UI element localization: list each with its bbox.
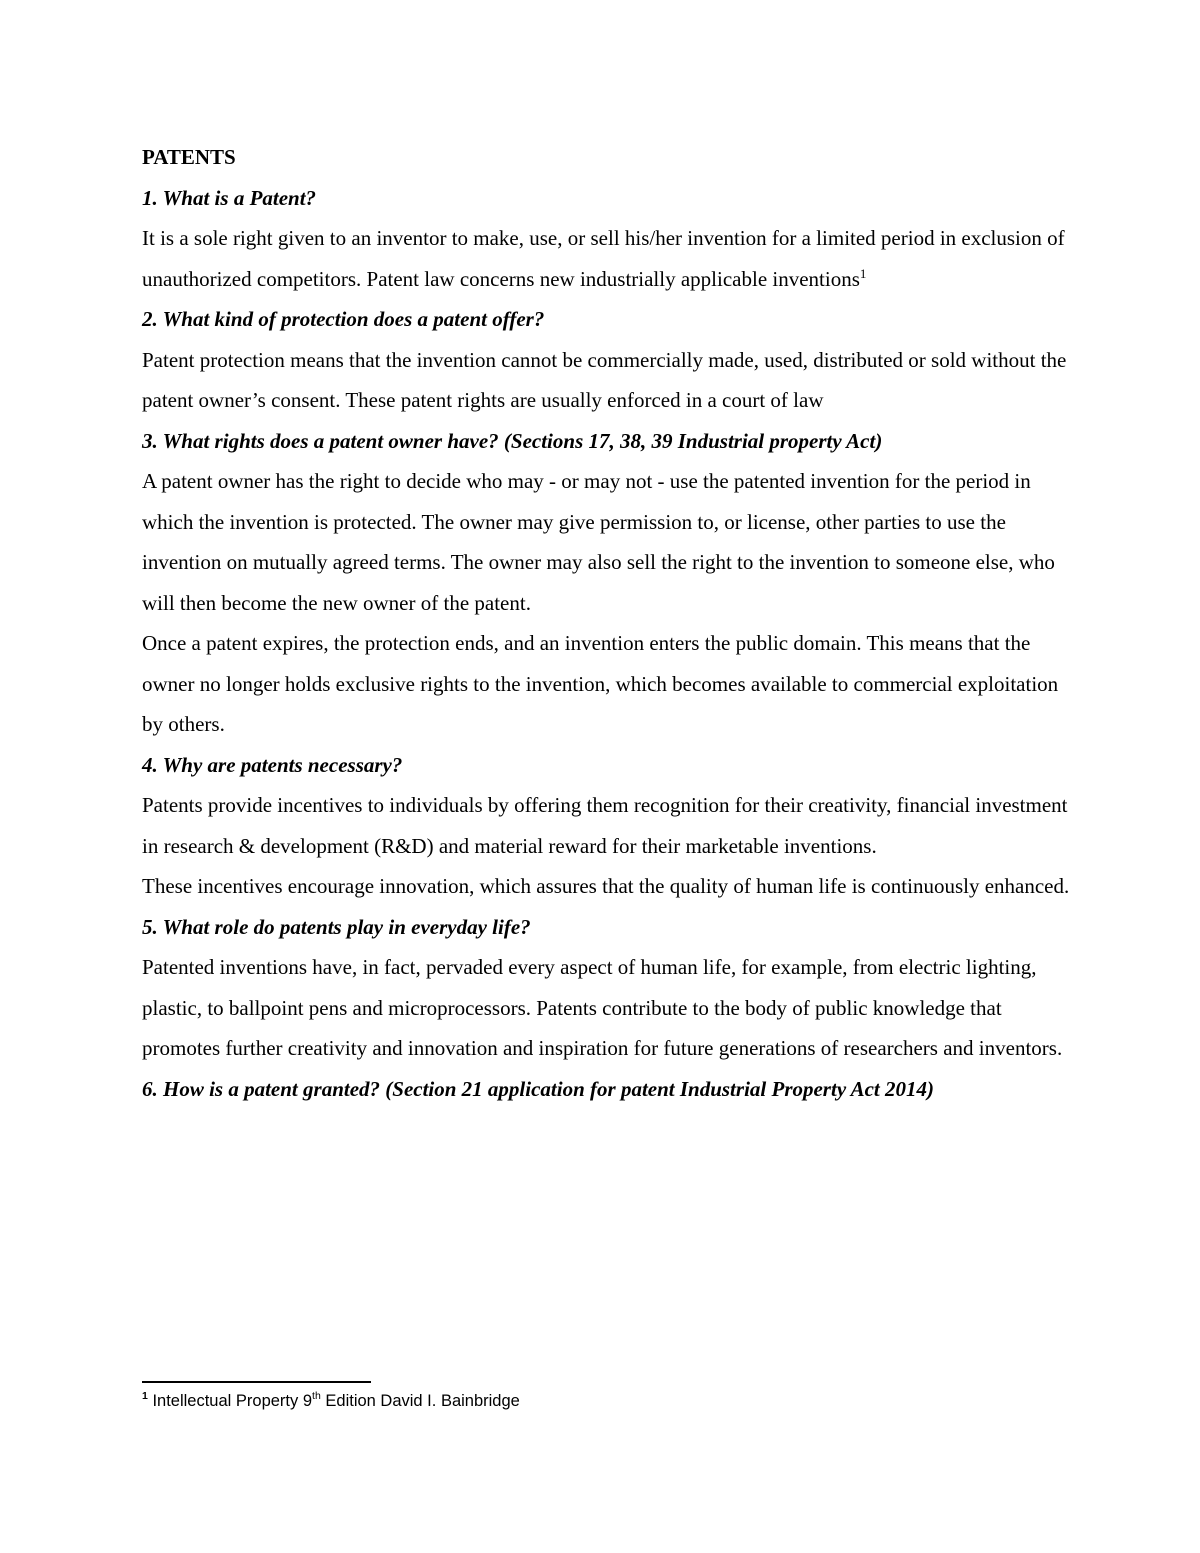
section-1-heading: 1. What is a Patent? [142, 185, 317, 210]
section-3-paragraph-1: A patent owner has the right to decide who may - or may not - use the patented invention for the period in which the invention is protected. The owner may give permission to, or license, other parties to use the invention on mutually agreed terms. The owner may also sell the right to the invention to someone else, who will then become the new owner of the patent. [142, 469, 1055, 615]
section-4-paragraph-1: Patents provide incentives to individuals by offering them recognition for their creativity, financial investment in research & development (R&D) and material reward for their marketable inventions. [142, 793, 1068, 858]
document-title: PATENTS [142, 145, 236, 169]
section-4-paragraph-2: These incentives encourage innovation, which assures that the quality of human life is continuously enhanced. [142, 874, 1070, 898]
footnote [142, 1388, 520, 1414]
footnote-text-before: Intellectual Property 9 [152, 1392, 313, 1410]
section-2-heading: 2. What kind of protection does a patent offer? [142, 307, 545, 331]
section-5-paragraph: Patented inventions have, in fact, pervaded every aspect of human life, for example, from electric lighting, plastic, to ballpoint pens and microprocessors. Patents contribute to the body of public knowledge that promotes further creativity and innovation and inspiration for future generations of researchers and inventors. [142, 955, 1063, 1060]
section-4-heading: 4. Why are patents necessary? [142, 752, 403, 777]
document-body [142, 137, 1072, 1109]
footnote-text-after: Edition David I. Bainbridge [320, 1392, 520, 1410]
section-6-heading: 6. How is a patent granted? (Section 21 application for patent Industrial Property Act 2014) [142, 1076, 935, 1101]
section-3-heading: 3. What rights does a patent owner have? (Sections 17, 38, 39 Industrial property Act) [142, 428, 883, 453]
section-1-paragraph: It is a sole right given to an inventor to make, use, or sell his/her invention for a limited period in exclusion of unauthorized competitors. Patent law concerns new industrially applicable inventions$^1$ [142, 226, 1065, 291]
section-5-heading: 5. What role do patents play in everyday life? [142, 914, 531, 939]
section-2-paragraph: Patent protection means that the invention cannot be commercially made, used, distributed or sold without the patent owner’s consent. These patent rights are usually enforced in a court of law [142, 347, 1067, 412]
footnote-superscript: th [312, 1390, 321, 1402]
section-3-paragraph-2: Once a patent expires, the protection ends, and an invention enters the public domain. This means that the owner no longer holds exclusive rights to the invention, which becomes available to commercial exploitation by others. [142, 631, 1059, 736]
footnote-separator [142, 1381, 371, 1383]
footnote-reference[interactable]: 1 [859, 265, 867, 281]
footnote-marker: 1 [142, 1390, 148, 1402]
